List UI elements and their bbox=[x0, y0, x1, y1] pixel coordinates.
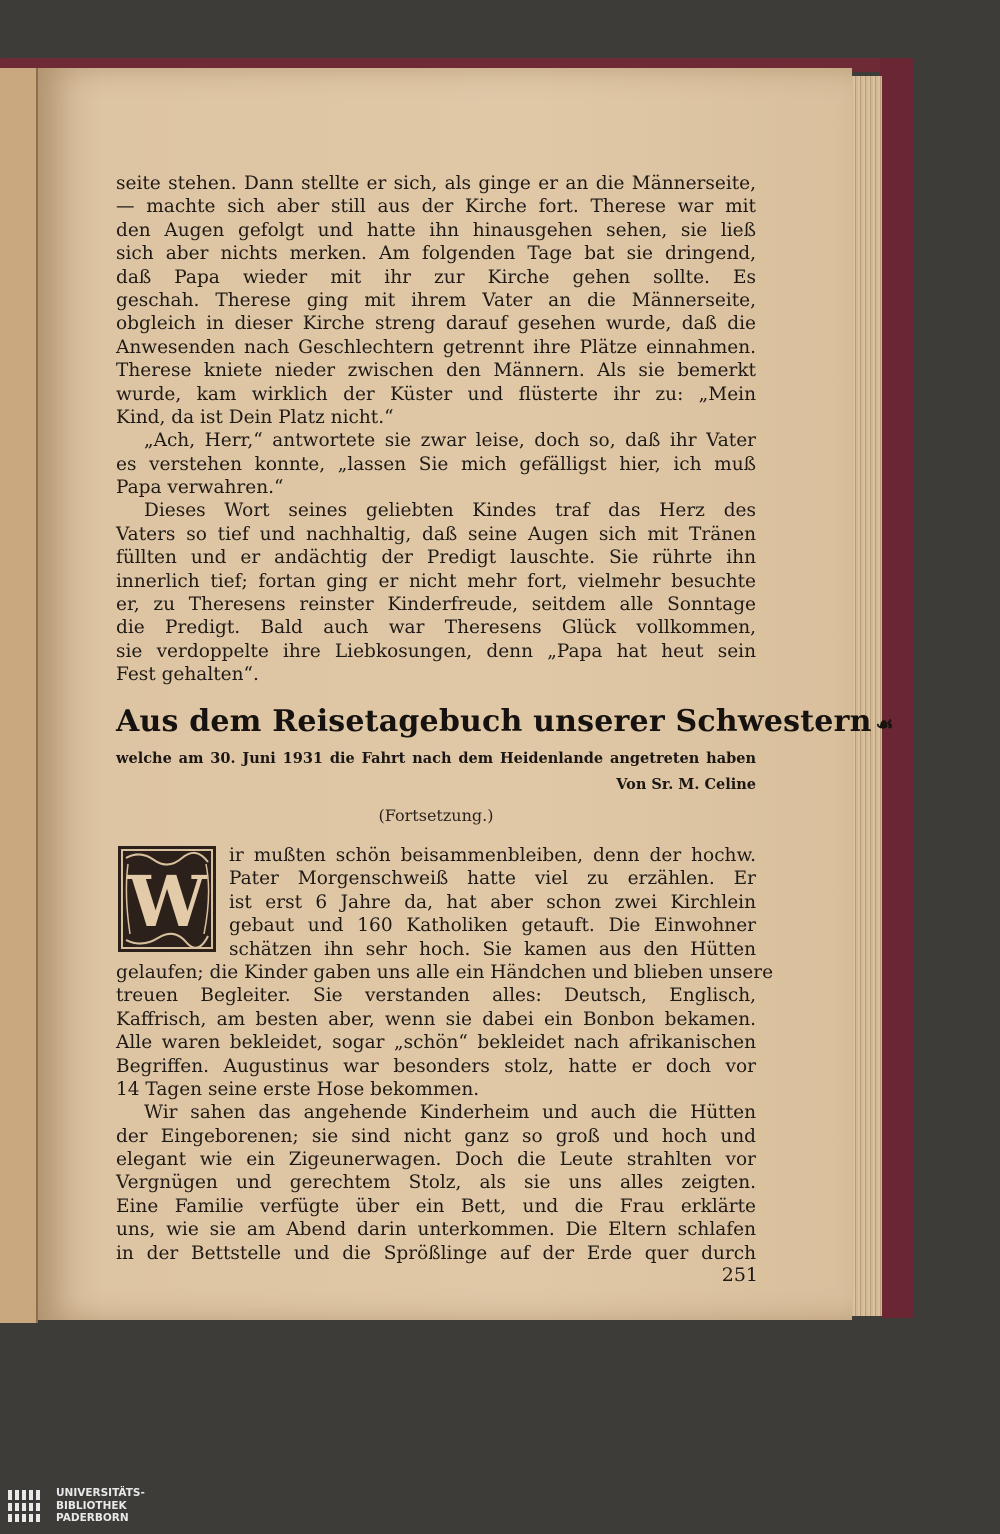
text-line: wurde, kam wirklich der Küster und flüsterte ihr zu: „Mein bbox=[116, 383, 756, 405]
library-name-line: PADERBORN bbox=[56, 1512, 129, 1524]
article-byline: Von Sr. M. Celine bbox=[616, 776, 756, 793]
library-logo-icon bbox=[6, 1486, 46, 1526]
text-line: treuen Begleiter. Sie verstanden alles: Deutsch, Englisch, bbox=[116, 985, 756, 1007]
text-line: Vaters so tief und nachhaltig, daß seine Augen sich mit Tränen bbox=[116, 523, 756, 545]
text-line: daß Papa wieder mit ihr zur Kirche gehen sollte. Es bbox=[116, 266, 756, 288]
text-line: Pater Morgenschweiß hatte viel zu erzählen. Er bbox=[229, 868, 756, 890]
text-line: uns, wie sie am Abend darin unterkommen. Die Eltern schlafen bbox=[116, 1219, 756, 1241]
text-line: Papa verwahren.“ bbox=[116, 477, 284, 499]
body-text-article bbox=[116, 844, 774, 1265]
library-name-line: UNIVERSITÄTS- bbox=[56, 1487, 145, 1499]
page-number: 251 bbox=[721, 1264, 758, 1286]
text-line: Alle waren bekleidet, sogar „schön“ bekleidet nach afrikanischen bbox=[116, 1032, 756, 1054]
article-subtitle: welche am 30. Juni 1931 die Fahrt nach dem Heidenlande angetreten haben bbox=[116, 750, 756, 767]
text-line: seite stehen. Dann stellte er sich, als ginge er an die Männerseite, bbox=[116, 173, 756, 194]
book-page bbox=[38, 68, 894, 1320]
text-line: schätzen ihn sehr hoch. Sie kamen aus den Hütten bbox=[229, 938, 756, 960]
book-cover-spine bbox=[880, 58, 914, 1318]
continued-note: (Fortsetzung.) bbox=[378, 806, 494, 825]
article-title bbox=[116, 704, 894, 739]
text-line: in der Bettstelle und die Sprößlinge auf der Erde quer durch bbox=[116, 1242, 756, 1264]
drop-cap-letter: W bbox=[127, 860, 207, 943]
article-title-text: Aus dem Reisetagebuch unserer Schwestern bbox=[116, 704, 872, 739]
text-line: den Augen gefolgt und hatte ihn hinausgehen sehen, sie ließ bbox=[116, 219, 756, 241]
text-line: Anwesenden nach Geschlechtern getrennt ihre Plätze einnahmen. bbox=[116, 336, 756, 358]
text-line: die Predigt. Bald auch war Theresens Glück vollkommen, bbox=[116, 617, 756, 639]
library-name-line: BIBLIOTHEK bbox=[56, 1499, 127, 1512]
text-line: „Ach, Herr,“ antwortete sie zwar leise, doch so, daß ihr Vater bbox=[144, 430, 756, 452]
text-line: füllten und er andächtig der Predigt lauschte. Sie rührte ihn bbox=[116, 547, 756, 569]
text-line: ist erst 6 Jahre da, hat aber schon zwei Kirchlein bbox=[229, 891, 756, 913]
text-line: geschah. Therese ging mit ihrem Vater an die Männerseite, bbox=[116, 289, 756, 311]
text-line: sie verdoppelte ihre Liebkosungen, denn „Papa hat heut sein bbox=[116, 640, 756, 662]
text-line: Wir sahen das angehende Kinderheim und auch die Hütten bbox=[144, 1102, 756, 1124]
text-line: ir mußten schön beisammenbleiben, denn der hochw. bbox=[229, 845, 756, 866]
text-line: Vergnügen und gerechtem Stolz, als sie uns alles zeigten. bbox=[116, 1172, 756, 1194]
text-line: er, zu Theresens reinster Kinderfreude, seitdem alle Sonntage bbox=[116, 594, 756, 616]
text-line: gelaufen; die Kinder gaben uns alle ein Händchen und blieben unsere bbox=[116, 961, 774, 983]
text-line: Dieses Wort seines geliebten Kindes traf das Herz des bbox=[144, 500, 756, 522]
text-line: Kind, da ist Dein Platz nicht.“ bbox=[116, 406, 394, 428]
text-line: — machte sich aber still aus der Kirche fort. Therese war mit bbox=[116, 196, 756, 218]
text-line: innerlich tief; fortan ging er nicht mehr fort, vielmehr besuchte bbox=[116, 570, 756, 592]
text-line: Eine Familie verfügte über ein Bett, und die Frau erklärte bbox=[116, 1195, 756, 1217]
facing-page-edge bbox=[0, 68, 38, 1323]
text-line: der Eingeborenen; sie sind nicht ganz so groß und hoch und bbox=[116, 1125, 756, 1147]
library-logo bbox=[6, 1484, 186, 1530]
body-text-top bbox=[116, 172, 756, 687]
text-line: 14 Tagen seine erste Hose bekommen. bbox=[116, 1078, 480, 1100]
text-line: elegant wie ein Zigeunerwagen. Doch die Leute strahlten vor bbox=[116, 1149, 756, 1171]
text-line: gebaut und 160 Katholiken getauft. Die Einwohner bbox=[229, 915, 756, 937]
page-stack-edge bbox=[848, 76, 882, 1316]
text-line: Therese kniete nieder zwischen den Männern. Als sie bemerkt bbox=[116, 360, 756, 382]
ornament-icon: ☙ bbox=[875, 712, 894, 736]
text-line: sich aber nichts merken. Am folgenden Tage bat sie dringend, bbox=[116, 243, 756, 265]
text-line: es verstehen konnte, „lassen Sie mich gefälligst hier, ich muß bbox=[116, 453, 756, 475]
text-line: obgleich in dieser Kirche streng darauf gesehen wurde, daß die bbox=[116, 313, 756, 335]
text-line: Fest gehalten“. bbox=[116, 664, 259, 686]
text-line: Begriffen. Augustinus war besonders stolz, hatte er doch vor bbox=[116, 1055, 756, 1077]
text-line: Kaffrisch, am besten aber, wenn sie dabei ein Bonbon bekamen. bbox=[116, 1008, 756, 1030]
